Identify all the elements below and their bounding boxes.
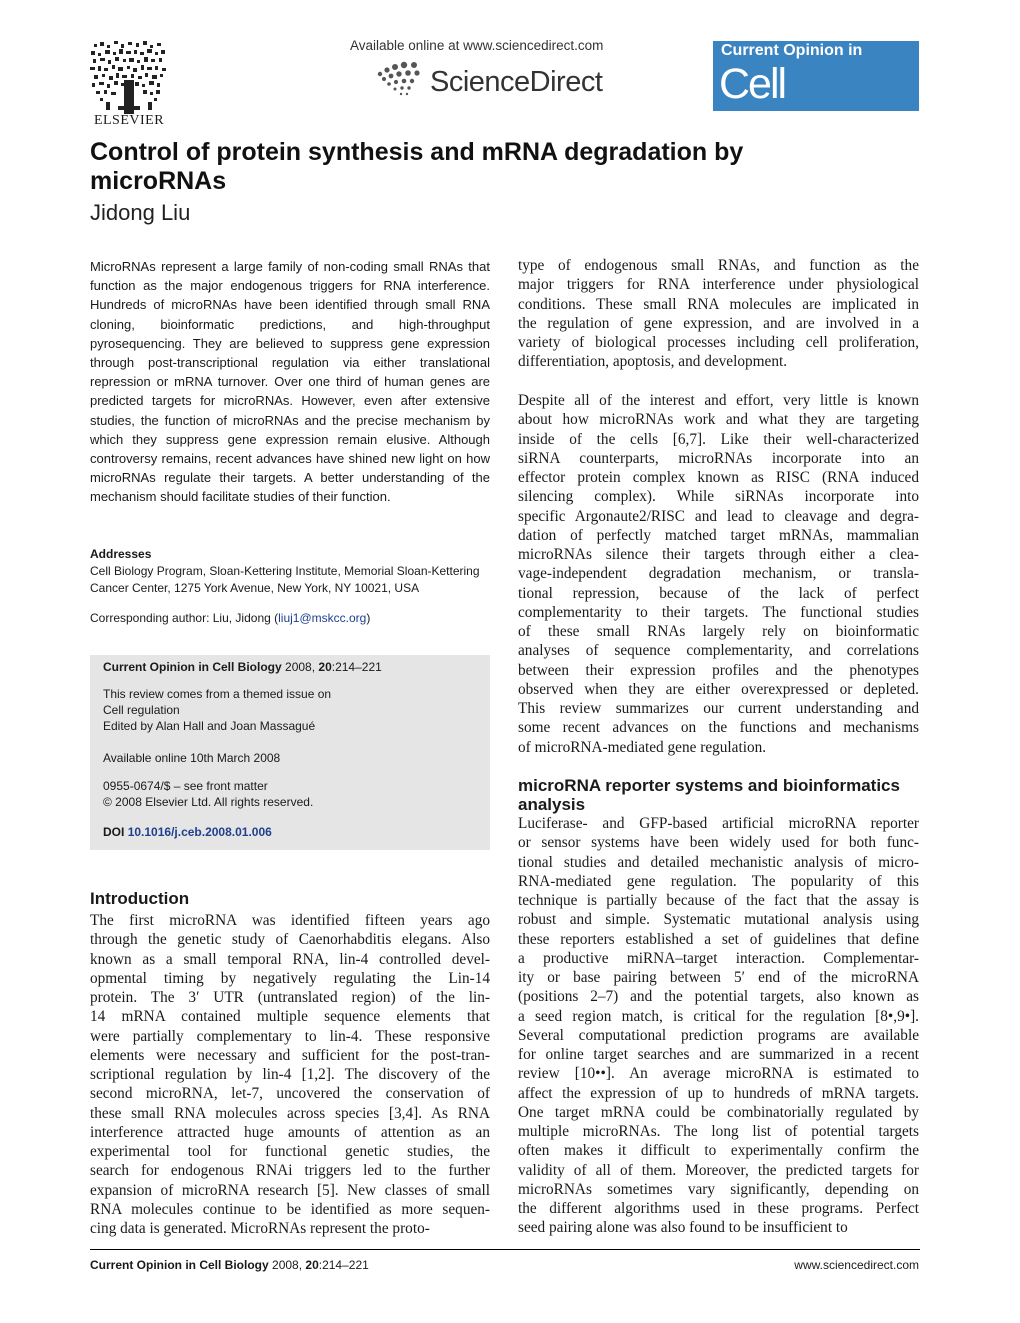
info-themed-line: This review comes from a themed issue on <box>103 687 332 701</box>
journal-badge-line1: Current Opinion in <box>721 42 863 59</box>
introduction-heading: Introduction <box>90 889 190 908</box>
info-year: 2008, <box>285 660 316 674</box>
introduction-body <box>90 911 490 1238</box>
text-line: (positions 2–7) and the potential targets, also known as <box>518 988 919 1006</box>
info-pages: :214–221 <box>331 660 382 674</box>
publisher-name: ELSEVIER <box>93 113 165 128</box>
addresses-text: Cell Biology Program, Sloan-Kettering Institute, Memorial Sloan-Kettering Cancer Center, 1275 York Avenue, New York, NY 10021, USA <box>90 564 480 595</box>
footer-pages: :214–221 <box>318 1258 369 1272</box>
text-line: interference attracted huge amounts of attention as an <box>90 1123 490 1141</box>
available-online-text[interactable]: Available online at www.sciencedirect.com <box>350 38 604 53</box>
addresses-heading: Addresses <box>90 547 152 561</box>
footer-citation <box>90 1258 369 1272</box>
sciencedirect-dots-icon <box>374 60 424 100</box>
paragraph-3 <box>518 814 919 1238</box>
text-line: variety of biological processes including cell proliferation, <box>518 334 919 351</box>
article-title: Control of protein synthesis and mRNA degradation by microRNAs <box>90 138 744 195</box>
text-line: of these small RNAs largely rely on bioinformatic <box>518 623 919 640</box>
text-line: a seed region match, is critical for the regulation [8•,9•]. <box>518 1007 919 1025</box>
section-heading: microRNA reporter systems and bioinformatics analysis <box>518 776 900 814</box>
text-line: known as a small temporal RNA, lin-4 controlled devel- <box>90 950 490 968</box>
text-line: effector protein complex known as RISC (RNA induced <box>518 469 919 486</box>
text-line: or sensor systems have been widely used for both func- <box>518 834 919 852</box>
info-citation <box>103 660 382 674</box>
text-line: major triggers for RNA interference under physiological <box>518 276 919 294</box>
text-line: analyses of sequence complementarity, and correlations <box>518 642 919 660</box>
text-line: vage-independent degradation mechanism, or transla- <box>518 565 919 583</box>
text-line: some recent advances on the functions and mechanisms <box>518 719 919 737</box>
text-line: review [10••]. An average microRNA is estimated to <box>518 1065 919 1083</box>
text-line: Despite all of the interest and effort, very little is known <box>518 392 919 409</box>
text-line: complementarity to their targets. The functional studies <box>518 603 919 621</box>
text-line: through the genetic study of Caenorhabditis elegans. Also <box>90 931 490 949</box>
text-line: robust and simple. Systematic mutational analysis using <box>518 911 919 929</box>
text-line: microRNAs sometimes vary significantly, depending on <box>518 1180 919 1198</box>
text-line: validity of all of them. Moreover, the predicted targets for <box>518 1161 919 1179</box>
text-line: tional studies and detailed mechanistic analysis of micro- <box>518 853 919 871</box>
text-line: Several computational prediction programs are available <box>518 1026 919 1044</box>
text-line: elements were necessary and sufficient for the post-tran- <box>90 1046 490 1064</box>
text-line: observed when they are either overexpressed or depleted. <box>518 680 919 698</box>
paragraph-1 <box>518 256 919 372</box>
text-line: of microRNA-mediated gene regulation. <box>518 738 767 756</box>
text-line: The first microRNA was identified fifteen years ago <box>90 912 490 929</box>
text-line: dation of perfectly matched target mRNAs, mammalian <box>518 526 919 544</box>
text-line: a productive miRNA–target interaction. Complementar- <box>518 949 919 967</box>
text-line: tional repression, because of the lack of perfect <box>518 584 919 602</box>
text-line: ity or base pairing between 5′ end of the microRNA <box>518 969 919 986</box>
text-line: Luciferase- and GFP-based artificial microRNA reporter <box>518 815 919 832</box>
abstract: MicroRNAs represent a large family of non-coding small RNAs that function as the major endogenous triggers for RNA interference. Hundreds of microRNAs have been identified through small RNA cloning, bioinformatic predictions, and high-throughput pyrosequencing. They are believed to suppress gene expression through post-transcriptional regulation via either translational repression or mRNA turnover. Over one third of human genes are predicted targets for microRNAs. However, even after extensive studies, the function of microRNAs and the precise mechanism by which they suppress gene expression remain elusive. Although controversy remains, recent advances have shined new light on how microRNAs regulate their targets. A better understanding of the mechanism should facilitate studies of their function. <box>90 259 490 505</box>
text-line: these reporters established a set of guidelines that define <box>518 930 919 948</box>
text-line: opmental timing by negatively regulating the Lin-14 <box>90 969 490 987</box>
text-line: RNA-mediated gene regulation. The popularity of this <box>518 872 919 890</box>
text-line: between their expression profiles and the phenotypes <box>518 661 919 679</box>
text-line: technique is partially because of the fact that the assay is <box>518 892 919 909</box>
text-line: for online target searches and are summarized in a recent <box>518 1046 919 1063</box>
text-line: differentiation, apoptosis, and development. <box>518 353 788 371</box>
text-line: experimental tool for functional genetic studies, the <box>90 1143 490 1160</box>
footer-journal: Current Opinion in Cell Biology <box>90 1258 269 1272</box>
info-doi <box>103 825 272 839</box>
text-line: about how microRNAs work and what they are targeting <box>518 411 919 429</box>
corresponding-suffix: ) <box>366 611 371 625</box>
text-line: cing data is generated. MicroRNAs represent the proto- <box>90 1220 430 1237</box>
info-issn: 0955-0674/$ – see front matter <box>103 779 268 793</box>
info-available: Available online 10th March 2008 <box>103 751 281 765</box>
text-line: conditions. These small RNA molecules are implicated in <box>518 295 919 313</box>
text-line: siRNA counterparts, microRNAs incorporate into an <box>518 449 919 467</box>
footer-url[interactable]: www.sciencedirect.com <box>794 1258 919 1272</box>
text-line: microRNAs silence their targets through either a clea- <box>518 546 919 563</box>
text-line: This review summarizes our current understanding and <box>518 700 919 717</box>
text-line: second microRNA, let-7, uncovered the conservation of <box>90 1085 490 1103</box>
paragraph-2 <box>518 391 919 757</box>
footer-divider <box>90 1249 920 1250</box>
text-line: the different algorithms used in these programs. Perfect <box>518 1200 919 1217</box>
text-line: these small RNA molecules across species [3,4]. As RNA <box>90 1104 490 1122</box>
text-line: 14 mRNA contained multiple sequence elements that <box>90 1008 490 1026</box>
text-line: specific Argonaute2/RISC and lead to cleavage and degra- <box>518 507 919 525</box>
text-line: scriptional regulation by lin-4 [1,2]. The discovery of the <box>90 1066 490 1083</box>
corresponding-author <box>90 611 495 625</box>
journal-badge <box>713 41 919 158</box>
text-line: protein. The 3′ UTR (untranslated region) of the lin- <box>90 989 490 1006</box>
info-editors: Edited by Alan Hall and Joan Massagué <box>103 719 316 733</box>
text-line: seed pairing alone was also found to be insufficient to <box>518 1219 848 1237</box>
author-email-link[interactable]: liuj1@mskcc.org <box>278 611 367 625</box>
text-line: search for endogenous RNAi triggers led to the further <box>90 1162 490 1180</box>
doi-link[interactable]: 10.1016/j.ceb.2008.01.006 <box>127 825 272 839</box>
footer-volume: 20 <box>305 1258 319 1272</box>
text-line: type of endogenous small RNAs, and function as the <box>518 257 919 274</box>
info-volume: 20 <box>318 660 332 674</box>
text-line: the regulation of gene expression, and are involved in a <box>518 314 919 332</box>
info-copyright: © 2008 Elsevier Ltd. All rights reserved. <box>103 795 314 809</box>
text-line: affect the expression of up to hundreds of mRNA targets. <box>518 1084 919 1102</box>
corresponding-prefix: Corresponding author: Liu, Jidong ( <box>90 611 279 625</box>
journal-badge-line2: Cell Biology <box>719 60 847 158</box>
text-line: inside of the cells [6,7]. Like their well-characterized <box>518 430 919 448</box>
info-journal: Current Opinion in Cell Biology <box>103 660 282 674</box>
text-line: One target mRNA could be combinatorially regulated by <box>518 1103 919 1121</box>
text-line: were partially complementary to lin-4. These responsive <box>90 1027 490 1045</box>
sciencedirect-wordmark: ScienceDirect <box>430 66 603 98</box>
text-line: often makes it difficult to experimentally confirm the <box>518 1142 919 1160</box>
article-info-box <box>90 655 490 850</box>
doi-label: DOI <box>103 825 125 839</box>
article-author: Jidong Liu <box>90 200 191 225</box>
info-theme: Cell regulation <box>103 703 180 717</box>
text-line: silencing complex). While siRNAs incorporate into <box>518 488 919 506</box>
footer-year: 2008, <box>272 1258 303 1272</box>
text-line: RNA molecules continue to be identified as more sequen- <box>90 1200 490 1218</box>
text-line: multiple microRNAs. The long list of potential targets <box>518 1123 919 1140</box>
text-line: expansion of microRNA research [5]. New classes of small <box>90 1181 490 1199</box>
